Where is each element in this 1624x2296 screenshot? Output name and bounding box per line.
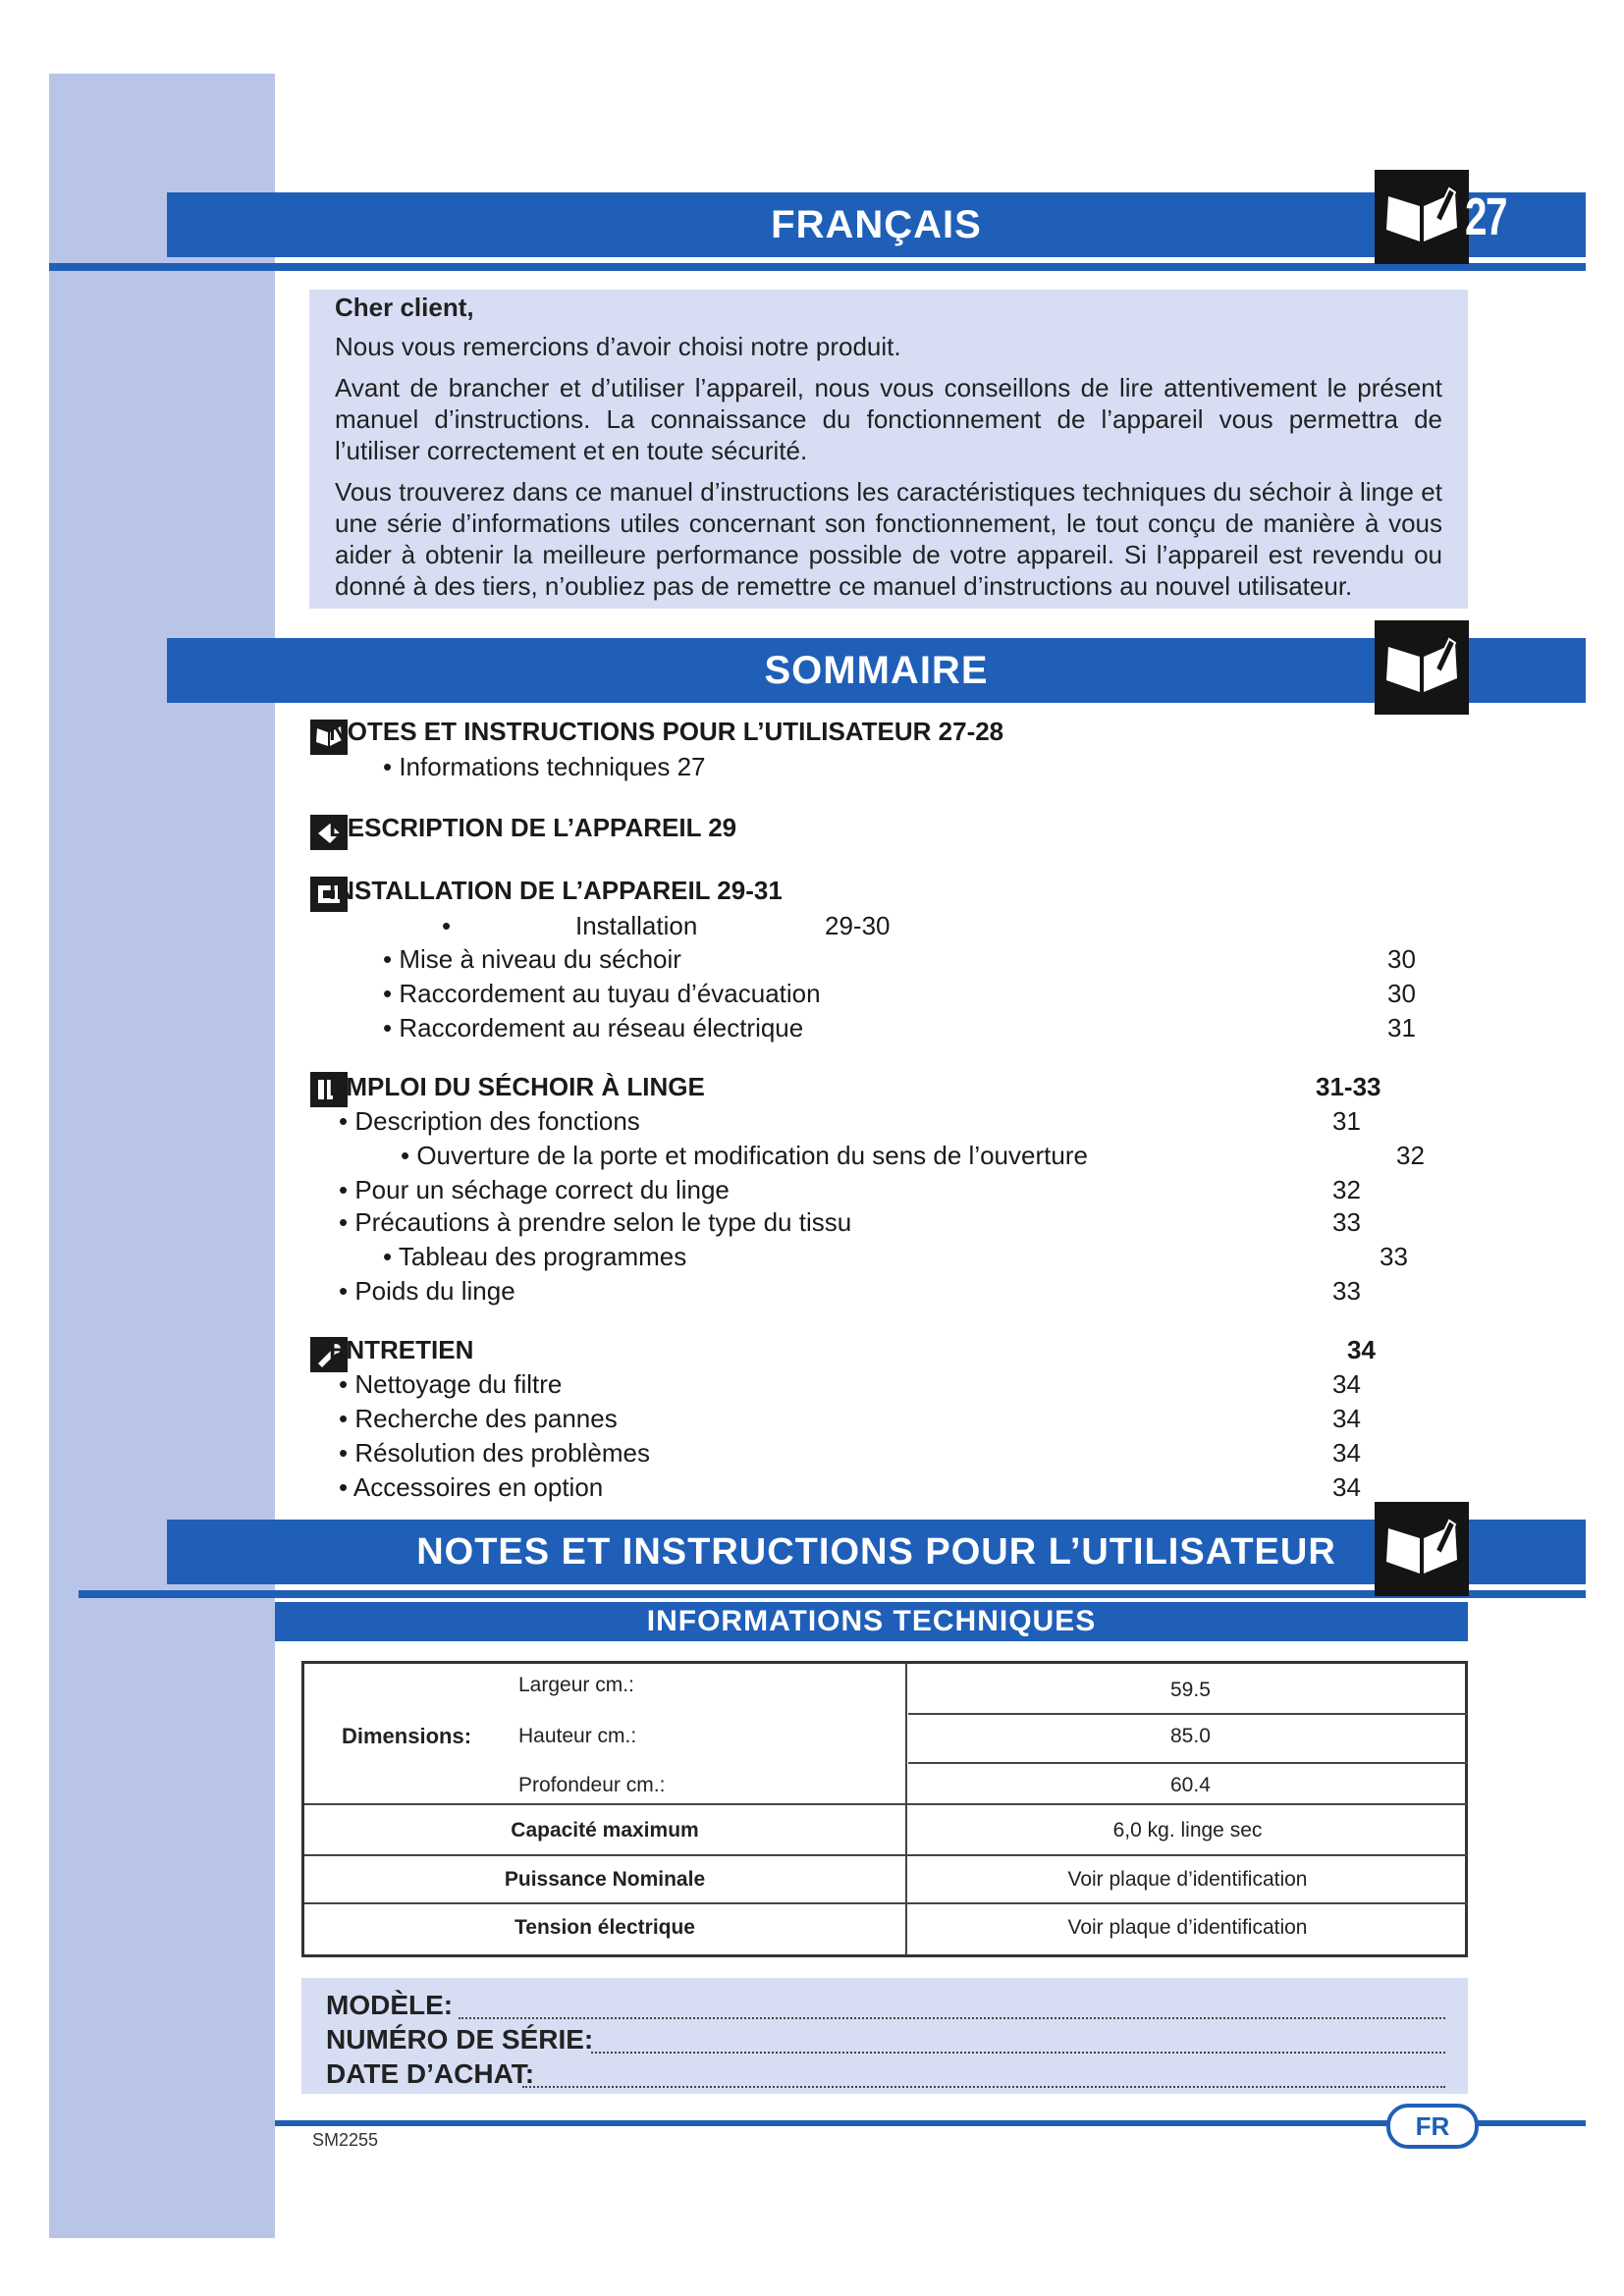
toc-bullet: • bbox=[442, 911, 452, 940]
notes-title: NOTES ET INSTRUCTIONS POUR L’UTILISATEUR bbox=[416, 1530, 1336, 1573]
toc-section-notes[interactable]: NOTES ET INSTRUCTIONS POUR L’UTILISATEUR 27-28 bbox=[329, 717, 1004, 746]
table-divider bbox=[304, 1854, 1468, 1856]
toc-page: 29-30 bbox=[825, 911, 891, 940]
toc-section-maintenance[interactable]: ENTRETIEN bbox=[329, 1335, 474, 1364]
toc-page: 33 bbox=[1332, 1207, 1361, 1237]
capacity-value: 6,0 kg. linge sec bbox=[1112, 1819, 1263, 1842]
table-divider bbox=[304, 1803, 1468, 1805]
toc-page: 32 bbox=[1332, 1175, 1361, 1204]
table-divider bbox=[908, 1762, 1468, 1764]
intro-greeting: Cher client, bbox=[335, 293, 474, 322]
toc-page: 31-33 bbox=[1316, 1072, 1381, 1101]
voltage-label: Tension électrique bbox=[514, 1916, 695, 1939]
purchase-date-label: DATE D’ACHAT: bbox=[326, 2058, 535, 2089]
notes-header-bar bbox=[167, 1520, 1586, 1584]
toc-page: 34 bbox=[1332, 1369, 1361, 1399]
toc-page: 32 bbox=[1396, 1141, 1425, 1170]
toc-item[interactable]: • Mise à niveau du séchoir bbox=[383, 944, 681, 974]
product-record-box bbox=[301, 1978, 1468, 2094]
toc-page: 31 bbox=[1332, 1106, 1361, 1136]
toc-item[interactable]: Installation bbox=[575, 911, 698, 940]
depth-label: Profondeur cm.: bbox=[518, 1774, 666, 1796]
purchase-date-field[interactable] bbox=[522, 2086, 1445, 2088]
toc-page: 34 bbox=[1347, 1335, 1376, 1364]
intro-box bbox=[309, 290, 1468, 609]
height-label: Hauteur cm.: bbox=[518, 1725, 637, 1747]
width-label: Largeur cm.: bbox=[518, 1674, 634, 1696]
table-divider bbox=[905, 1664, 907, 1955]
toc-page: 33 bbox=[1332, 1276, 1361, 1306]
voltage-value: Voir plaque d’identification bbox=[1067, 1916, 1308, 1939]
toc-item[interactable]: • Précautions à prendre selon le type du tissu bbox=[339, 1207, 852, 1237]
capacity-label: Capacité maximum bbox=[511, 1819, 699, 1842]
toc-item[interactable]: • Ouverture de la porte et modification du sens de l’ouverture bbox=[401, 1141, 1088, 1170]
specs-table bbox=[301, 1661, 1468, 1957]
header-underline bbox=[49, 263, 1586, 271]
toc-item[interactable]: • Pour un séchage correct du linge bbox=[339, 1175, 730, 1204]
dimensions-label: Dimensions: bbox=[342, 1724, 472, 1748]
book-icon bbox=[1375, 170, 1469, 264]
toc-item[interactable]: • Poids du linge bbox=[339, 1276, 515, 1306]
power-value: Voir plaque d’identification bbox=[1067, 1868, 1308, 1891]
toc-page: 34 bbox=[1332, 1404, 1361, 1433]
intro-paragraph-2: Avant de brancher et d’utiliser l’appareil, nous vous conseillons de lire attentivement le présent manuel d’instructions. La connaissance du fonctionnement de l’appareil vous permettra de l’utiliser correctement et en toute sécurité. bbox=[335, 373, 1442, 465]
toc-item[interactable]: • Résolution des problèmes bbox=[339, 1438, 650, 1468]
toc-page: 34 bbox=[1332, 1472, 1361, 1502]
toc-page: 33 bbox=[1380, 1242, 1408, 1271]
intro-paragraph-3: Vous trouverez dans ce manuel d’instructions les caractéristiques techniques du séchoir à linge et une série d’informations utiles concernant son fonctionnement, le tout conçu de manière à vous aider à obtenir la meilleure performance possible de votre appareil. Si l’appareil est revendu ou donné à des tiers, n’oubliez pas de remettre ce manuel d’instructions au nouvel utilisateur. bbox=[335, 477, 1442, 601]
summary-title: SOMMAIRE bbox=[764, 648, 989, 692]
toc-item[interactable]: • Recherche des pannes bbox=[339, 1404, 618, 1433]
power-label: Puissance Nominale bbox=[504, 1868, 706, 1891]
left-sidebar bbox=[49, 74, 275, 2238]
technical-info-bar bbox=[275, 1602, 1468, 1641]
toc-section-installation[interactable]: INSTALLATION DE L’APPAREIL 29-31 bbox=[329, 876, 783, 905]
serial-label: NUMÉRO DE SÉRIE: bbox=[326, 2024, 594, 2055]
language-title: FRANÇAIS bbox=[771, 202, 982, 246]
language-header-bar bbox=[167, 192, 1586, 257]
toc-item[interactable]: • Informations techniques 27 bbox=[383, 752, 706, 781]
toc-item[interactable]: • Tableau des programmes bbox=[383, 1242, 687, 1271]
page-number: 27 bbox=[1465, 187, 1507, 246]
toc-item[interactable]: • Nettoyage du filtre bbox=[339, 1369, 563, 1399]
intro-paragraph-1: Nous vous remercions d’avoir choisi notre produit. bbox=[335, 332, 901, 361]
toc-section-description[interactable]: DESCRIPTION DE L’APPAREIL 29 bbox=[329, 813, 737, 842]
height-value: 85.0 bbox=[1170, 1725, 1211, 1747]
book-icon bbox=[1375, 620, 1469, 715]
table-divider bbox=[908, 1713, 1468, 1715]
language-badge: FR bbox=[1386, 2104, 1479, 2149]
toc-item[interactable]: • Description des fonctions bbox=[339, 1106, 640, 1136]
document-code: SM2255 bbox=[312, 2130, 379, 2150]
book-icon bbox=[1375, 1502, 1469, 1596]
toc-page: 30 bbox=[1387, 979, 1416, 1008]
model-field[interactable] bbox=[459, 2017, 1445, 2019]
depth-value: 60.4 bbox=[1170, 1774, 1211, 1796]
toc-item[interactable]: • Accessoires en option bbox=[339, 1472, 604, 1502]
toc-item[interactable]: • Raccordement au réseau électrique bbox=[383, 1013, 804, 1042]
table-divider bbox=[304, 1902, 1468, 1904]
summary-header-bar bbox=[167, 638, 1586, 703]
toc-page: 34 bbox=[1332, 1438, 1361, 1468]
model-label: MODÈLE: bbox=[326, 1990, 454, 2020]
serial-field[interactable] bbox=[591, 2052, 1445, 2054]
toc-page: 31 bbox=[1387, 1013, 1416, 1042]
toc-item[interactable]: • Raccordement au tuyau d’évacuation bbox=[383, 979, 821, 1008]
notes-underline bbox=[79, 1590, 1586, 1598]
technical-info-title: INFORMATIONS TECHNIQUES bbox=[646, 1605, 1097, 1637]
toc-section-usage[interactable]: EMPLOI DU SÉCHOIR À LINGE bbox=[329, 1072, 705, 1101]
width-value: 59.5 bbox=[1170, 1679, 1211, 1701]
toc-page: 30 bbox=[1387, 944, 1416, 974]
